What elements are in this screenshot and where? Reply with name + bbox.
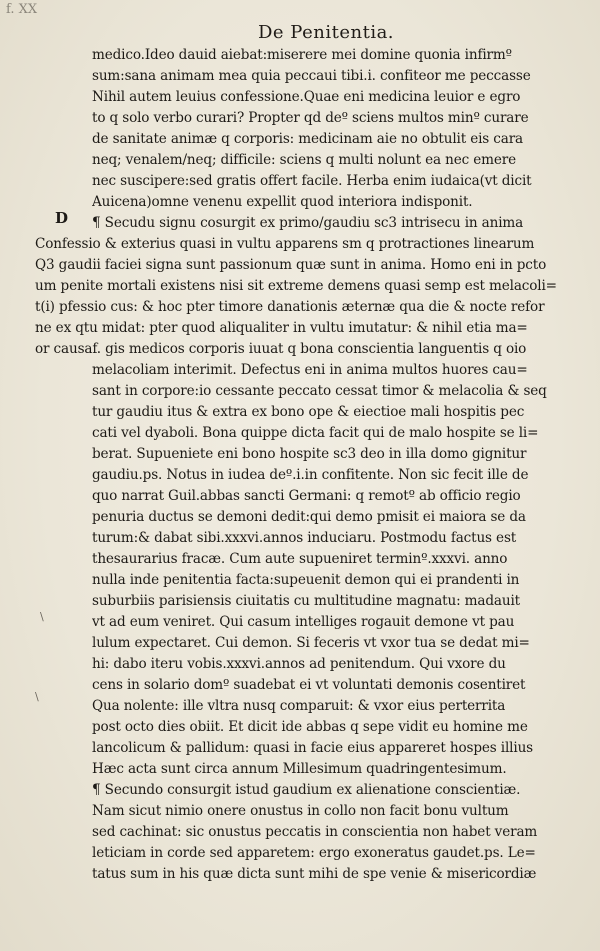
text-line: quo narrat Guil.abbas sancti Germani: q remotº ab officio regio (92, 488, 521, 504)
text-line: Q3 gaudii faciei signa sunt passionum quæ sunt in anima. Homo eni in pcto (35, 257, 547, 273)
text-line: suburbiis parisiensis ciuitatis cu multitudine magnatu: madauit (92, 593, 520, 609)
text-line: cens in solario domº suadebat ei vt voluntati demonis cosentiret (92, 677, 526, 693)
text-line: melacoliam interimit. Defectus eni in anima multos huores cau= (92, 362, 528, 378)
marginal-initial: D (55, 209, 69, 227)
text-line: ¶ Secundo consurgit istud gaudium ex alienatione conscientiæ. (92, 782, 521, 798)
text-line: Hæc acta sunt circa annum Millesimum quadringentesimum. (92, 761, 507, 777)
text-line: nulla inde penitentia facta:supeuenit demon qui ei prandenti in (92, 572, 520, 588)
text-line: nec suscipere:sed gratis offert facile. Herba enim iudaica(vt dicit (92, 173, 532, 189)
text-line: leticiam in corde sed apparetem: ergo exoneratus gaudet.ps. Le= (92, 845, 536, 861)
text-line: penuria ductus se demoni dedit:qui demo pmisit ei maiora se da (92, 509, 526, 525)
text-line: Nihil autem leuius confessione.Quae eni medicina leuior e egro (92, 89, 521, 105)
text-line: medico.Ideo dauid aiebat:miserere mei domine quonia infirmº (92, 47, 512, 63)
text-line: ne ex qtu midat: pter quod aliqualiter in vultu imutatur: & nihil etia ma= (35, 320, 528, 336)
text-line: Auicena)omne venenu expellit quod interiora indisponit. (92, 194, 473, 210)
text-line: um penite mortali existens nisi sit extreme demens quasi semp est melacoli= (35, 278, 557, 294)
text-line: Qua nolente: ille vltra nusq comparuit: & vxor eius perterrita (92, 698, 506, 714)
text-line: cati vel dyaboli. Bona quippe dicta facit qui de malo hospite se li= (92, 425, 539, 441)
text-line: sant in corpore:io cessante peccato cessat timor & melacolia & seq (92, 383, 547, 399)
text-line: gaudiu.ps. Notus in iudea deº.i.in confitente. Non sic fecit ille de (92, 467, 529, 483)
page-number-corner: f. XX (6, 2, 38, 17)
text-line: to q solo verbo curari? Propter qd deº sciens multos minº curare (92, 110, 529, 126)
text-line: tur gaudiu itus & extra ex bono ope & eiectioe mali hospitis pec (92, 404, 525, 420)
text-line: de sanitate animæ q corporis: medicinam aie no obtulit eis cara (92, 131, 524, 147)
text-line: ¶ Secudu signu cosurgit ex primo/gaudiu sc3 intrisecu in anima (92, 215, 524, 231)
marginal-mark: \ (35, 690, 39, 703)
text-line: lulum expectaret. Cui demon. Si feceris vt vxor tua se dedat mi= (92, 635, 530, 651)
running-head: De Penitentia. (258, 22, 395, 43)
text-line: turum:& dabat sibi.xxxvi.annos induciaru. Postmodu factus est (92, 530, 517, 546)
text-line: sed cachinat: sic onustus peccatis in conscientia non habet veram (92, 824, 538, 840)
text-line: neq; venalem/neq; difficile: sciens q multi nolunt ea nec emere (92, 152, 517, 168)
text-line: lancolicum & pallidum: quasi in facie eius appareret hospes illius (92, 740, 533, 756)
text-line: t(i) pfessio cus: & hoc pter timore danationis æternæ qua die & nocte refor (35, 299, 545, 315)
text-line: Nam sicut nimio onere onustus in collo non facit bonu vultum (92, 803, 509, 819)
text-line: sum:sana animam mea quia peccaui tibi.i. confiteor me peccasse (92, 68, 531, 84)
text-line: post octo dies obiit. Et dicit ide abbas q sepe vidit eu homine me (92, 719, 528, 735)
text-line: Confessio & exterius quasi in vultu apparens sm q protractiones linearum (35, 236, 535, 252)
text-line: or causaf. gis medicos corporis iuuat q bona conscientia languentis q oio (35, 341, 527, 357)
text-line: tatus sum in his quæ dicta sunt mihi de spe venie & misericordiæ (92, 866, 537, 882)
text-line: hi: dabo iteru vobis.xxxvi.annos ad penitendum. Qui vxore du (92, 656, 506, 672)
text-line: berat. Supueniete eni bono hospite sc3 deo in illa domo gignitur (92, 446, 527, 462)
text-line: vt ad eum veniret. Qui casum intelliges rogauit demone vt pau (92, 614, 515, 630)
marginal-mark: \ (40, 610, 44, 623)
text-line: thesaurarius fracæ. Cum aute supueniret terminº.xxxvi. anno (92, 551, 508, 567)
